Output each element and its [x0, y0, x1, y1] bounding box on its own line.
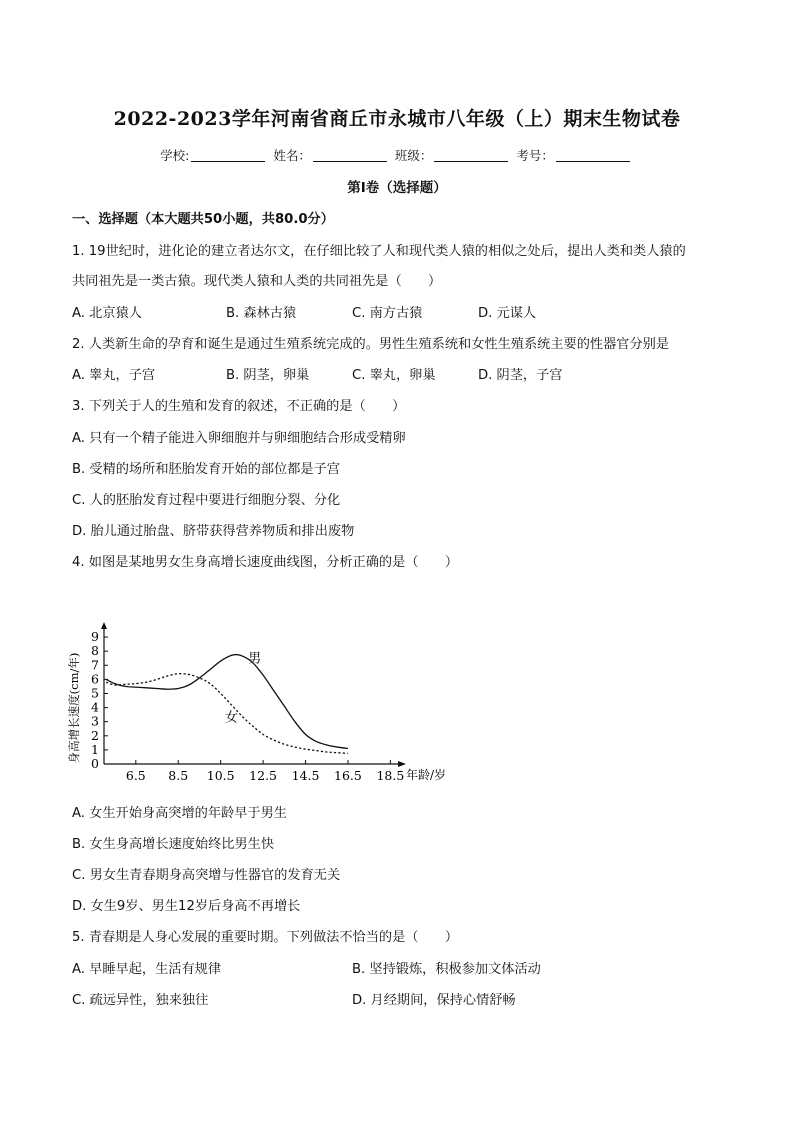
q3-option-c[interactable]: C. 人的胚胎发育过程中要进行细胞分裂、分化 — [72, 493, 341, 508]
q1-option-b[interactable]: B. 森林古猿 — [226, 306, 297, 321]
q5-option-d[interactable]: D. 月经期间，保持心情舒畅 — [352, 993, 516, 1008]
q2-option-b[interactable]: B. 阴茎，卵巢 — [226, 368, 310, 383]
q1-stem-line1: 1. 19世纪时，进化论的建立者达尔文，在仔细比较了人和现代类人猿的相似之处后，提出人类和类人猿的 — [72, 244, 686, 259]
class-label: 班级： — [394, 148, 433, 163]
chart-axes — [101, 622, 406, 767]
section-title: 第Ⅰ卷（选择题） — [347, 180, 447, 196]
exam-no-label: 考号： — [516, 148, 554, 163]
q3-option-d[interactable]: D. 胎儿通过胎盘、脐带获得营养物质和排出废物 — [72, 524, 355, 539]
y-tick-label: 8 — [91, 643, 99, 659]
x-tick-label: 8.5 — [168, 768, 189, 783]
y-axis-label: 身高增长速度(cm/年) — [67, 652, 81, 764]
q3-option-b[interactable]: B. 受精的场所和胚胎发育开始的部位都是子宫 — [72, 462, 340, 477]
y-tick-label: 9 — [91, 629, 99, 645]
q2-stem-line1: 2. 人类新生命的孕育和诞生是通过生殖系统完成的。男性生殖系统和女性生殖系统主要的性器官分别是 — [72, 337, 670, 352]
q1-option-a[interactable]: A. 北京猿人 — [72, 306, 142, 321]
q3-stem-line1: 3. 下列关于人的生殖和发育的叙述，不正确的是（ ） — [72, 399, 406, 414]
class-blank[interactable] — [434, 149, 508, 162]
x-tick-label: 6.5 — [125, 768, 146, 783]
q4-option-a[interactable]: A. 女生开始身高突增的年龄早于男生 — [72, 806, 287, 821]
y-tick-label: 6 — [91, 671, 99, 687]
y-tick-label: 2 — [91, 727, 99, 743]
q2-option-c[interactable]: C. 睾丸，卵巢 — [352, 368, 436, 383]
x-tick-label: 16.5 — [334, 768, 362, 783]
y-tick-label: 4 — [91, 699, 99, 715]
x-tick-label: 18.5 — [376, 768, 405, 783]
x-tick-label: 12.5 — [249, 768, 278, 783]
growth-chart — [66, 616, 466, 788]
page-title: 2022-2023学年河南省商丘市永城市八年级（上）期末生物试卷 — [113, 108, 681, 130]
q2-option-a[interactable]: A. 睾丸，子宫 — [72, 368, 156, 383]
q4-option-d[interactable]: D. 女生9岁、男生12岁后身高不再增长 — [72, 899, 301, 914]
series-line-male — [106, 655, 348, 749]
series-label: 女 — [224, 710, 238, 726]
q3-option-a[interactable]: A. 只有一个精子能进入卵细胞并与卵细胞结合形成受精卵 — [72, 431, 406, 446]
school-blank[interactable] — [191, 149, 265, 162]
q5-option-a[interactable]: A. 早睡早起，生活有规律 — [72, 962, 222, 977]
q2-option-d[interactable]: D. 阴茎，子宫 — [478, 368, 563, 383]
q1-option-d[interactable]: D. 元谋人 — [478, 306, 537, 321]
y-tick-label: 1 — [91, 741, 99, 757]
exam-no-blank[interactable] — [556, 149, 630, 162]
x-tick-label: 14.5 — [291, 768, 320, 783]
chart-series — [106, 651, 348, 753]
y-tick-label: 3 — [91, 713, 99, 729]
school-label: 学校: — [160, 148, 190, 163]
x-tick-label: 10.5 — [206, 768, 235, 783]
q1-stem-line2: 共同祖先是一类古猿。现代类人猿和人类的共同祖先是（ ） — [72, 274, 442, 289]
q5-stem-line1: 5. 青春期是人身心发展的重要时期。下列做法不恰当的是（ ） — [72, 930, 459, 945]
y-axis-arrow — [101, 622, 107, 629]
series-label: 男 — [248, 651, 262, 667]
name-blank[interactable] — [313, 149, 387, 162]
q4-option-c[interactable]: C. 男女生青春期身高突增与性器官的发育无关 — [72, 868, 341, 883]
q5-option-b[interactable]: B. 坚持锻炼，积极参加文体活动 — [352, 962, 541, 977]
x-axis-arrow — [398, 761, 406, 767]
y-tick-label: 0 — [91, 756, 99, 771]
q5-option-c[interactable]: C. 疏远异性，独来独往 — [72, 993, 209, 1008]
name-label: 姓名： — [273, 148, 311, 163]
part-heading: 一、选择题（本大题共50小题，共80.0分） — [72, 212, 334, 227]
q1-option-c[interactable]: C. 南方古猿 — [352, 306, 423, 321]
y-tick-label: 7 — [91, 657, 99, 673]
q4-stem-line1: 4. 如图是某地男女生身高增长速度曲线图，分析正确的是（ ） — [72, 555, 459, 570]
y-tick-label: 5 — [91, 685, 99, 701]
student-info-row — [0, 146, 794, 164]
x-axis-label: 年龄/岁 — [406, 768, 447, 782]
q4-option-b[interactable]: B. 女生身高增长速度始终比男生快 — [72, 837, 275, 852]
